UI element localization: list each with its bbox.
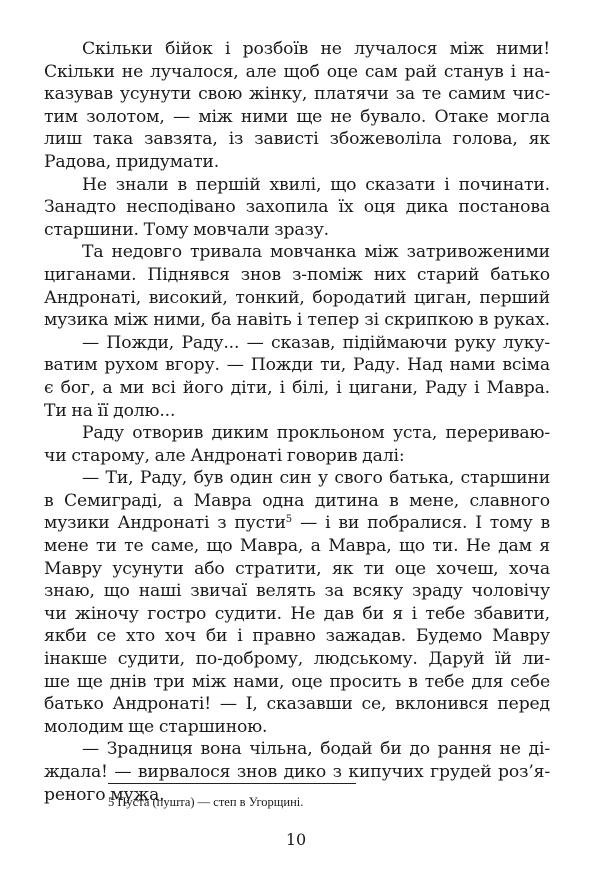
paragraph (44, 467, 550, 738)
text-line: Раду отворив диким прокльоном уста, перериваю- (82, 423, 550, 444)
text-line: лиш така завзята, із зависті збожеволіла голова, як (44, 129, 550, 150)
text-line: Ти на її долю... (44, 400, 176, 421)
text-line: ше ще днів три між нами, оце просить в тебе для себе (44, 671, 550, 692)
text-fragment: музики Андронаті з пусти (44, 513, 286, 534)
text-line: — Ти, Раду, був один син у свого батька, старшини (82, 468, 550, 489)
text-line: Андронаті, високий, тонкий, бородатий циган, перший (44, 287, 550, 308)
paragraph (44, 38, 550, 174)
paragraph (44, 332, 550, 422)
text-line: в Семиграді, а Мавра одна дитина в мене, славного (44, 490, 550, 511)
text-line: мене ти те саме, що Мавра, а Мавра, що ти. Не дам я (44, 536, 550, 557)
text-line: старшини. Тому мовчали зразу. (44, 219, 329, 240)
text-line: Не знали в першій хвилі, що сказати і починати. (82, 174, 550, 195)
page-number (0, 830, 600, 850)
body-text (44, 38, 550, 806)
text-line: знаю, що наші звичаї велять за всяку зраду чоловічу (44, 581, 550, 602)
text-line-with-footnote-ref (44, 512, 550, 535)
text-line: — Пожди, Раду... — сказав, підіймаючи руку луку- (82, 332, 550, 353)
text-line: якби се хто хоч би і правно зажадав. Будемо Мавру (44, 626, 550, 647)
text-line: реного мужа. (44, 784, 165, 805)
text-line: ждала! — вирвалося знов дико з кипучих грудей роз’я- (44, 762, 550, 782)
text-line: ватим рухом вгору. — Пожди ти, Раду. Над нами всіма (44, 355, 550, 376)
text-line: чи старому, але Андронаті говорив далі: (44, 445, 405, 466)
text-line: циганами. Піднявся знов з-поміж них старий батько (44, 264, 550, 285)
footnote-divider (108, 783, 356, 784)
text-line: Скільки не лучалося, але щоб оце сам рай станув і на- (44, 61, 550, 82)
text-line: казував усунути свою жінку, платячи за те самим чис- (44, 84, 550, 105)
footnote: 5 Пуста (пушта) — степ в Угорщині. (108, 795, 304, 809)
paragraph (44, 174, 550, 242)
text-line: молодим ще старшиною. (44, 716, 268, 737)
footnote-reference[interactable]: 5 (285, 514, 293, 526)
text-line: є бог, а ми всі його діти, і білі, і цигани, Раду і Мавра. (44, 377, 550, 398)
text-line: музика між ними, ба навіть і тепер зі скрипкою в руках. (44, 310, 550, 331)
text-fragment: — і ви побралися. І тому в (292, 513, 550, 534)
text-line: Та недовго тривала мовчанка між затривоженими (82, 242, 550, 263)
paragraph (44, 241, 550, 331)
text-line: Радова, придумати. (44, 151, 220, 172)
page-number-text: 10 (285, 830, 307, 849)
text-line: — Зрадниця вона чільна, бодай би до рання не ді- (82, 739, 550, 760)
text-line: Занадто несподівано захопила їх оця дика постанова (44, 197, 550, 218)
text-line: інакше судити, по-доброму, людському. Даруй їй ли- (44, 649, 550, 670)
text-line: чи жіночу гостро судити. Не дав би я і тебе збавити, (44, 603, 550, 624)
paragraph (44, 422, 550, 467)
text-line: тим золотом, — між ними ще не бувало. Отаке могла (44, 106, 550, 127)
text-line: Скільки бійок і розбоїв не лучалося між ними! (82, 39, 550, 59)
text-line: Мавру усунути або стратити, як ти оце хочеш, хоча (44, 558, 550, 579)
text-line: батько Андронаті! — І, сказавши се, вклонився перед (44, 694, 550, 715)
